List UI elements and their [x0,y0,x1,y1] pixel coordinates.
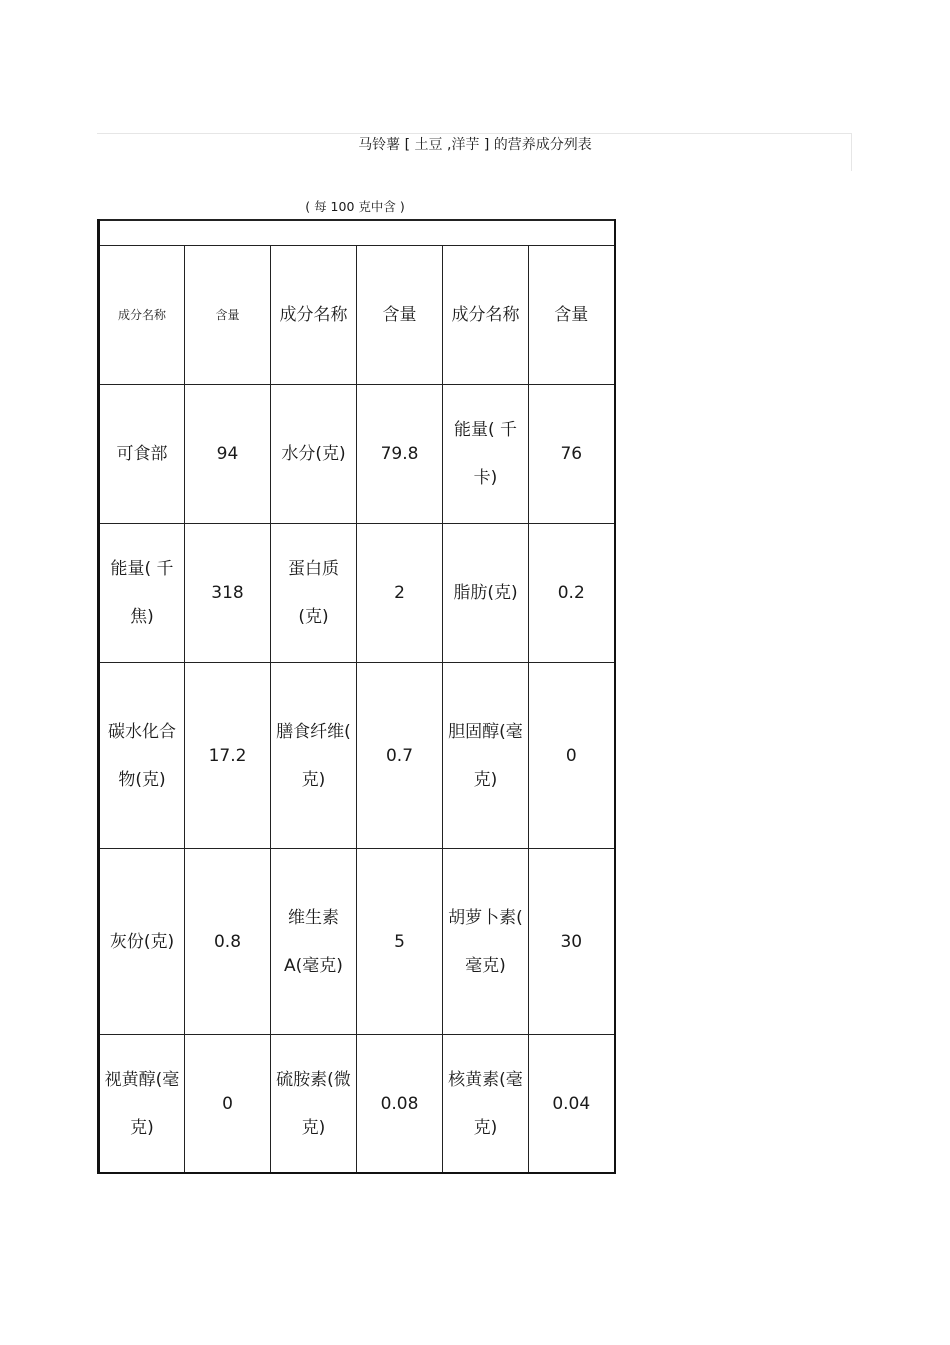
table-row [99,524,615,663]
table-cell: 17.2 [185,663,271,849]
table-cell: 碳水化合物(克) [99,663,185,849]
table-cell: 0.8 [185,849,271,1035]
table-row [99,385,615,524]
table-cell: 灰份(克) [99,849,185,1035]
table-cell: 0.2 [529,524,615,663]
table-cell: 0 [529,663,615,849]
table-cell: 94 [185,385,271,524]
table-cell: 5 [357,849,443,1035]
table-cell: 硫胺素(微克) [271,1035,357,1174]
table-cell: 2 [357,524,443,663]
table-cell: 胆固醇(毫克) [443,663,529,849]
table-blank-row [99,220,615,246]
table-row [99,1035,615,1174]
table-cell: 核黄素(毫克) [443,1035,529,1174]
table-cell: 318 [185,524,271,663]
table-cell: 0 [185,1035,271,1174]
table-cell: 能量( 千焦) [99,524,185,663]
table-cell: 胡萝卜素( 毫克) [443,849,529,1035]
table-cell: 0.7 [357,663,443,849]
table-cell: 视黄醇(毫克) [99,1035,185,1174]
header-cell: 含量 [185,246,271,385]
table-header-row [99,246,615,385]
table-cell: 79.8 [357,385,443,524]
table-cell: 0.08 [357,1035,443,1174]
table-blank-cell [99,220,615,246]
header-cell: 含量 [529,246,615,385]
nutrition-table [97,219,616,1174]
right-rule [851,133,852,171]
table-cell: 30 [529,849,615,1035]
table-cell: 可食部 [99,385,185,524]
page-title: 马铃薯 [ 土豆 ,洋芋 ] 的营养成分列表 [358,137,592,153]
table-cell: 维生素A(毫克) [271,849,357,1035]
table-cell: 水分(克) [271,385,357,524]
table-cell: 膳食纤维( 克) [271,663,357,849]
header-cell: 成分名称 [99,246,185,385]
table-cell: 脂肪(克) [443,524,529,663]
table-cell: 能量( 千卡) [443,385,529,524]
header-cell: 成分名称 [271,246,357,385]
table-row [99,663,615,849]
header-cell: 成分名称 [443,246,529,385]
header-cell: 含量 [357,246,443,385]
page-subtitle: ( 每 100 克中含 ) [305,199,405,214]
table-row [99,849,615,1035]
table-cell: 0.04 [529,1035,615,1174]
table-cell: 蛋白质(克) [271,524,357,663]
table-cell: 76 [529,385,615,524]
